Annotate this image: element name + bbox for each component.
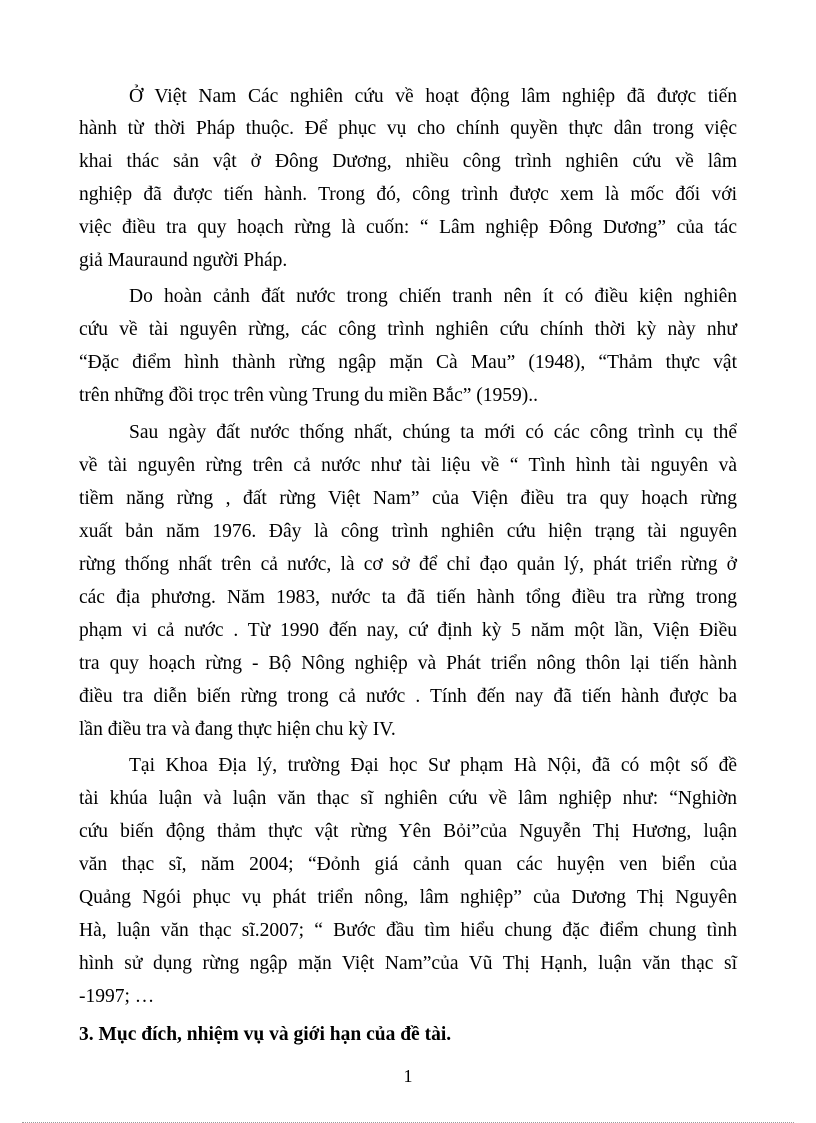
paragraph-2-line-2: cứu về tài nguyên rừng, các công trình nghiên cứu chính thời kỳ này như <box>79 319 737 340</box>
paragraph-4-line-3: cứu biến động thảm thực vật rừng Yên Bỏi”của Nguyễn Thị Hương, luận <box>79 821 737 842</box>
paragraph-2-line-3: “Đặc điểm hình thành rừng ngập mặn Cà Mau” (1948), “Thảm thực vật <box>79 352 737 373</box>
paragraph-3-line-6: các địa phương. Năm 1983, nước ta đã tiến hành tổng điều tra rừng trong <box>79 587 737 608</box>
paragraph-4-line-4: văn thạc sĩ, năm 2004; “Đỏnh giá cảnh quan các huyện ven biển của <box>79 854 737 875</box>
paragraph-4-line-7: hình sử dụng rừng ngập mặn Việt Nam”của Vũ Thị Hạnh, luận văn thạc sĩ <box>79 953 737 974</box>
paragraph-3-line-5: rừng thống nhất trên cả nước, là cơ sở để chỉ đạo quản lý, phát triển rừng ở <box>79 554 737 575</box>
paragraph-3-line-4: xuất bản năm 1976. Đây là công trình nghiên cứu hiện trạng tài nguyên <box>79 521 737 542</box>
paragraph-2-line-4: trên những đồi trọc trên vùng Trung du miền Bắc” (1959).. <box>79 385 539 406</box>
paragraph-4-line-2: tài khúa luận và luận văn thạc sĩ nghiên cứu về lâm nghiệp như: “Nghiờn <box>79 788 737 809</box>
section-heading: 3. Mục đích, nhiệm vụ và giới hạn của đề tài. <box>79 1024 452 1045</box>
paragraph-3-line-8: tra quy hoạch rừng - Bộ Nông nghiệp và Phát triển nông thôn lại tiến hành <box>79 653 737 674</box>
paragraph-4-line-1: Tại Khoa Địa lý, trường Đại học Sư phạm Hà Nội, đã có một số đề <box>129 755 737 776</box>
paragraph-1-line-5: việc điều tra quy hoạch rừng là cuốn: “ Lâm nghiệp Đông Dương” của tác <box>79 217 737 238</box>
paragraph-3-line-7: phạm vi cả nước . Từ 1990 đến nay, cứ định kỳ 5 năm một lần, Viện Điều <box>79 620 737 641</box>
paragraph-3-line-3: tiềm năng rừng , đất rừng Việt Nam” của Viện điều tra quy hoạch rừng <box>79 488 737 509</box>
paragraph-1-line-2: hành từ thời Pháp thuộc. Để phục vụ cho chính quyền thực dân trong việc <box>79 118 737 139</box>
paragraph-2-line-1: Do hoàn cảnh đất nước trong chiến tranh nên ít có điều kiện nghiên <box>129 286 737 307</box>
paragraph-4-line-8: -1997; … <box>79 986 155 1007</box>
paragraph-3-line-2: về tài nguyên rừng trên cả nước như tài liệu về “ Tình hình tài nguyên và <box>79 455 737 476</box>
paragraph-1-line-1: Ở Việt Nam Các nghiên cứu về hoạt động lâm nghiệp đã được tiến <box>129 86 737 107</box>
page-number: 1 <box>403 1066 413 1086</box>
paragraph-3-line-9: điều tra diễn biến rừng trong cả nước . Tính đến nay đã tiến hành được ba <box>79 686 737 707</box>
paragraph-1-line-6: giả Mauraund người Pháp. <box>79 250 288 271</box>
paragraph-1-line-4: nghiệp đã được tiến hành. Trong đó, công trình được xem là mốc đối với <box>79 184 737 205</box>
paragraph-4-line-5: Quảng Ngói phục vụ phát triển nông, lâm nghiệp” của Dương Thị Nguyên <box>79 887 737 908</box>
paragraph-3-line-1: Sau ngày đất nước thống nhất, chúng ta mới có các công trình cụ thể <box>129 422 737 443</box>
paragraph-3-line-10: lần điều tra và đang thực hiện chu kỳ IV. <box>79 719 396 740</box>
paragraph-4-line-6: Hà, luận văn thạc sĩ.2007; “ Bước đầu tìm hiểu chung đặc điểm chung tình <box>79 920 737 941</box>
paragraph-1-line-3: khai thác sản vật ở Đông Dương, nhiều công trình nghiên cứu về lâm <box>79 151 737 172</box>
